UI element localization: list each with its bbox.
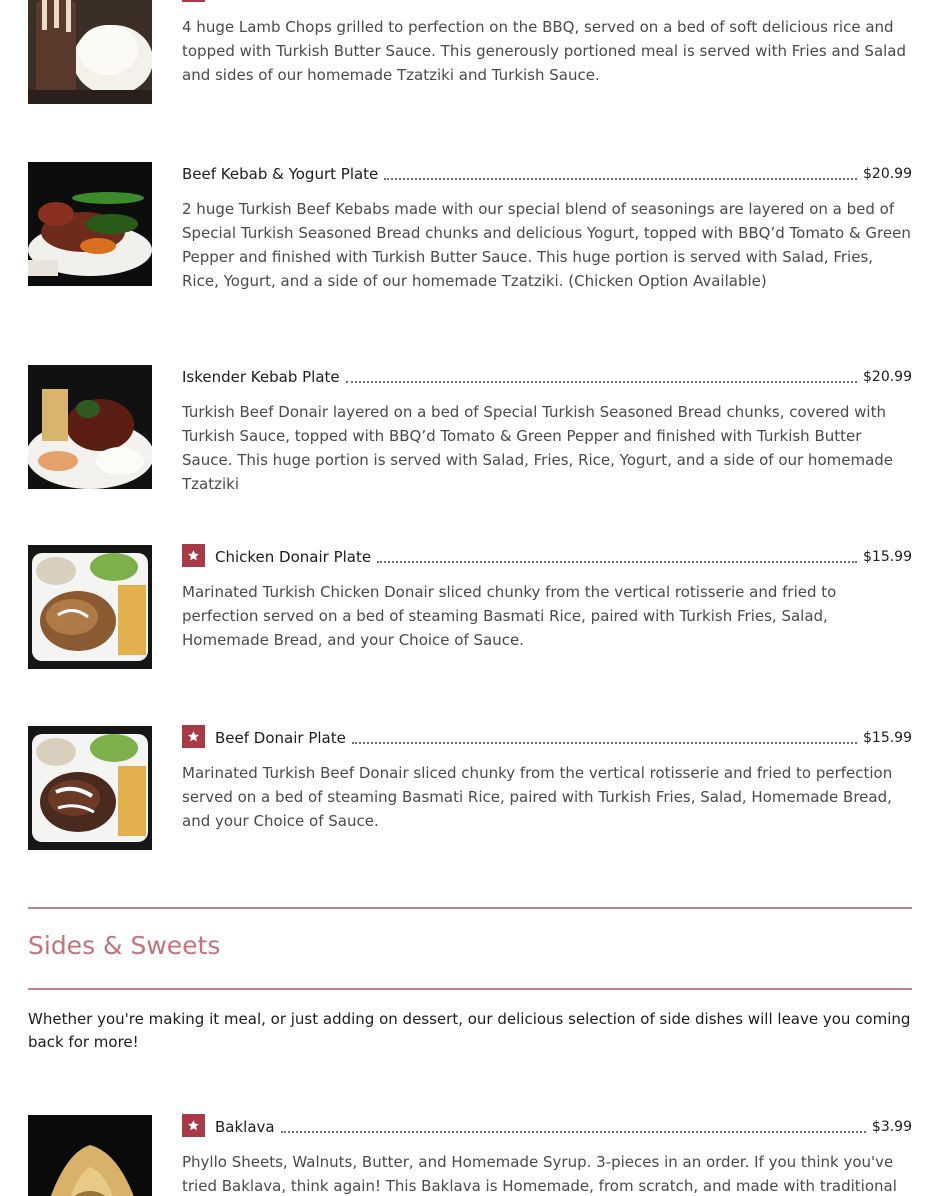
- dotted-leader: [281, 1130, 866, 1133]
- item-description: Marinated Turkish Chicken Donair sliced chunky from the vertical rotisserie and fried to perfection served on a bed of steaming Basmati Rice, paired with Turkish Fries, Salad, Homemade Bread, and your Choice of Sauce.: [182, 583, 837, 649]
- item-title-row: [182, 0, 912, 2]
- baklava-photo[interactable]: [28, 1115, 152, 1196]
- item-price: $3.99: [871, 1119, 912, 1135]
- item-price: $15.99: [863, 730, 912, 746]
- star-icon: [182, 1114, 205, 1137]
- chicken-donair-photo[interactable]: [28, 545, 152, 669]
- dotted-leader: [352, 741, 857, 744]
- item-body: [182, 545, 912, 667]
- dotted-leader: [346, 380, 857, 383]
- item-description: Marinated Turkish Beef Donair sliced chunky from the vertical rotisserie and fried to perfection served on a bed of steaming Basmati Rice, paired with Turkish Fries, Salad, Homemade Bread, and your Choice of Sauce.: [182, 764, 893, 830]
- item-name: [215, 0, 342, 2]
- iskender-kebab-photo[interactable]: [28, 365, 152, 489]
- dotted-leader: [377, 560, 857, 563]
- item-title-row: [182, 545, 912, 567]
- item-title-row: [182, 726, 912, 748]
- star-icon: [182, 544, 205, 567]
- item-body: [182, 1115, 912, 1196]
- item-body: [182, 0, 912, 102]
- beef-kebab-photo[interactable]: [28, 162, 152, 286]
- item-description: 4 huge Lamb Chops grilled to perfection on the BBQ, served on a bed of soft delicious rice and topped with Turkish Butter Sauce. This generously portioned meal is served with Fries and Salad and sides of our homemade Tzatziki and Turkish Sauce.: [182, 18, 907, 84]
- item-body: [182, 365, 912, 511]
- item-title-row: [182, 1115, 912, 1137]
- item-description: Phyllo Sheets, Walnuts, Butter, and Homemade Syrup. 3-pieces in an order. If you think you've tried Baklava, think again! This Baklava is Homemade, from scratch, and made with traditional: [182, 1153, 897, 1195]
- item-price: $20.99: [863, 369, 912, 385]
- item-name: Iskender Kebab Plate: [182, 368, 340, 386]
- item-name: Beef Kebab & Yogurt Plate: [182, 165, 379, 183]
- beef-donair-photo[interactable]: [28, 726, 152, 850]
- section-intro: Whether you're making it meal, or just adding on dessert, our delicious selection of side dishes will leave you coming back for more!: [28, 1010, 911, 1051]
- item-description: 2 huge Turkish Beef Kebabs made with our special blend of seasonings are layered on a bed of Special Turkish Seasoned Bread chunks and delicious Yogurt, topped with BBQ’d Tomato & Green Pepper and finished with Turkish Butter Sauce. This huge portion is served with Salad, Fries, Rice, Yogurt, and a side of our homemade Tzatziki. (Chicken Option Available): [182, 200, 911, 290]
- dotted-leader: [384, 177, 857, 180]
- item-body: [182, 726, 912, 848]
- section-title: Sides & Sweets: [28, 931, 221, 960]
- section-divider-bottom: [28, 988, 912, 990]
- item-name: Chicken Donair Plate: [215, 548, 372, 566]
- star-icon: [182, 0, 205, 2]
- item-price: $15.99: [863, 549, 912, 565]
- item-name: Baklava: [215, 1118, 275, 1136]
- star-icon: [182, 725, 205, 748]
- item-body: [182, 162, 912, 308]
- item-title-row: [182, 162, 912, 184]
- item-title-row: [182, 365, 912, 387]
- section-divider-top: [28, 907, 912, 909]
- lamb-chop-photo[interactable]: [28, 0, 152, 104]
- item-price: $20.99: [863, 166, 912, 182]
- item-name: Beef Donair Plate: [215, 729, 346, 747]
- item-description: Turkish Beef Donair layered on a bed of Special Turkish Seasoned Bread chunks, covered with Turkish Sauce, topped with BBQ’d Tomato & Green Pepper and finished with Turkish Butter Sauce. This huge portion is served with Salad, Fries, Rice, Yogurt, and a side of our homemade Tzatziki: [182, 403, 894, 493]
